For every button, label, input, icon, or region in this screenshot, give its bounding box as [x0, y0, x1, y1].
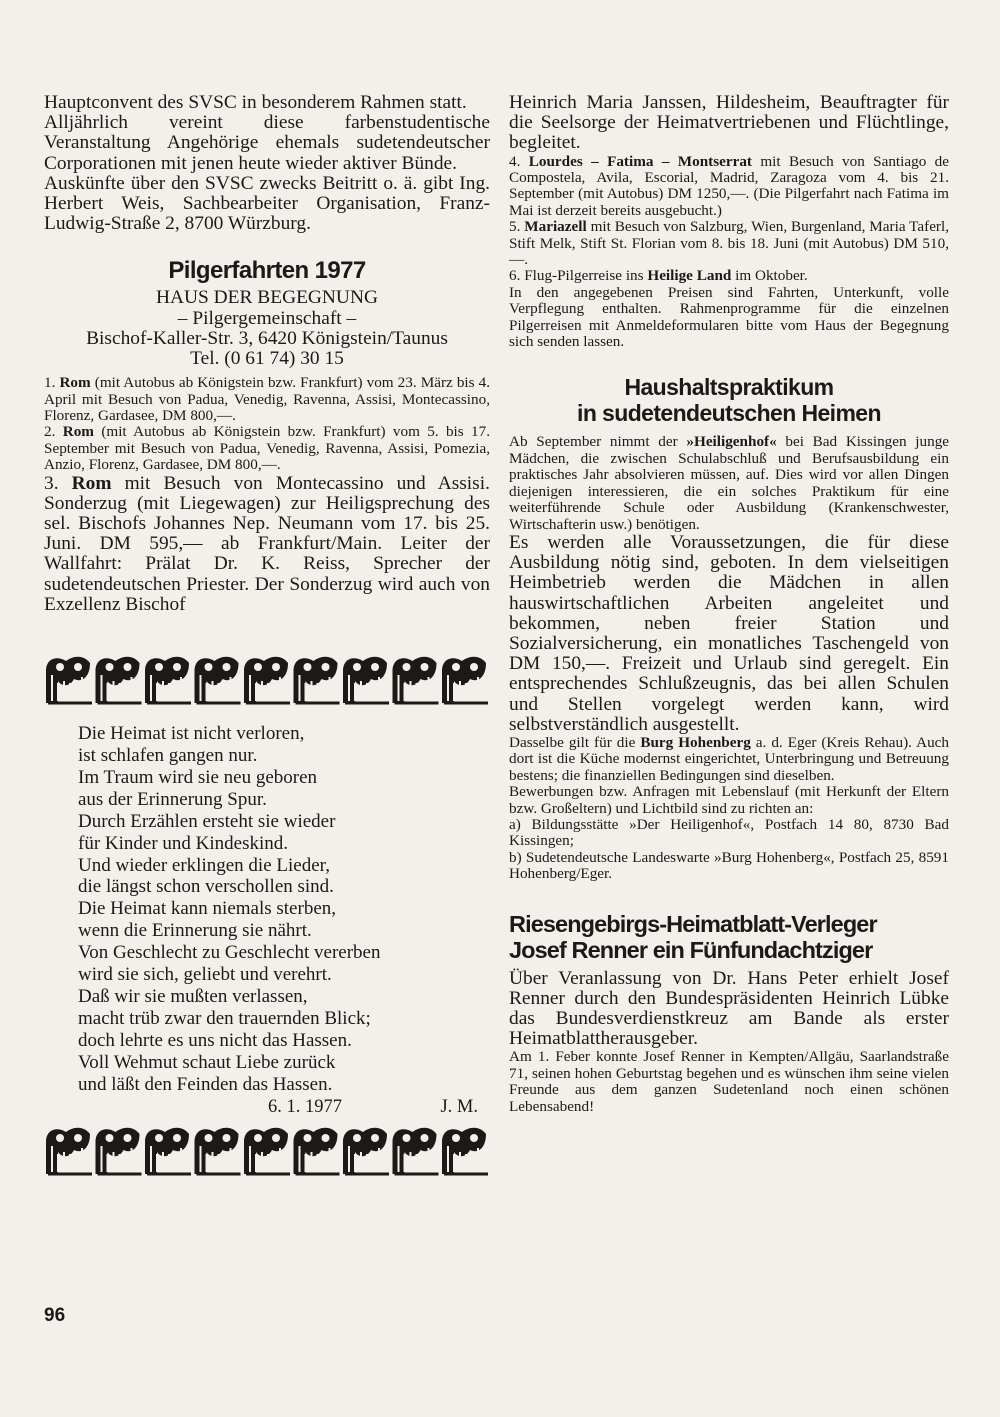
svsc-paragraph-1: Hauptconvent des SVSC in besonderem Rahmen statt. [44, 92, 467, 113]
renner-paragraph-1: Über Veranlassung von Dr. Hans Peter erhielt Josef Renner durch den Bundespräsidenten Heinrich Lübke das Bundesverdienstkreuz am Bande als erster Heimatblattherausgeber. [509, 967, 949, 1050]
poem-line: Und wieder erklingen die Lieder, [78, 854, 330, 876]
trip-4: 4. Lourdes – Fatima – Montserrat mit Besuch von Santiago de Compostela, Avila, Escorial, Madrid, Zaragoza vom 4. bis 21. September (mit Autobus) DM 1250,—. (Die Pilgerfahrt nach Fatima im Mai ist derzeit bereits ausgebucht.) [509, 152, 949, 219]
organizer-subtitle: – Pilgergemeinschaft – [177, 307, 357, 329]
poem-signature [268, 1096, 478, 1118]
address-b: b) Sudetendeutsche Landeswarte »Burg Hohenberg«, Postfach 25, 8591 Hohenberg/Eger. [509, 848, 949, 883]
organizer-address: Bischof-Kaller-Str. 3, 6420 Königstein/Taunus [86, 327, 448, 349]
trip-1: 1. Rom (mit Autobus ab Königstein bzw. Frankfurt) vom 23. März bis 4. April mit Besuch von Padua, Venedig, Ravenna, Assisi, Montecassino, Florenz, Gardasee, DM 800,—. [44, 374, 491, 425]
decorative-border-top [44, 653, 490, 705]
renner-title-line-1: Riesengebirgs-Heimatblatt-Verleger [509, 910, 877, 937]
poem-line: Daß wir sie mußten verlassen, [78, 985, 308, 1007]
haushalt-paragraph-1: Ab September nimmt der »Heiligenhof« bei Bad Kissingen junge Mädchen, die zwischen Schulabschluß und Berufsausbildung ein praktisches Jahr absolvieren müssen, auf. Dies wird vor allen Dingen diejenigen interessieren, die ein solches Praktikum für eine weiterführende Schule oder Ausbildung (Krankenschwester, Wirtschafterin usw.) benötigen. [509, 433, 950, 533]
poem-line: wenn die Erinnerung sie nährt. [78, 920, 312, 942]
poem-line: Die Heimat kann niemals sterben, [78, 898, 337, 920]
haushalt-paragraph-3: Dasselbe gilt für die Burg Hohenberg a. d. Eger (Kreis Rehau). Auch dort ist die Küche modernst eingerichtet, Unterbringung und Betreuung bestens; die finanziellen Bedingungen sind dieselben. [509, 733, 950, 784]
trip-3: 3. Rom mit Besuch von Montecassino und Assisi. Sonderzug (mit Liegewagen) zur Heiligsprechung des sel. Bischofs Johannes Nep. Neumann vom 17. bis 25. Juni. DM 595,— ab Frankfurt/Main. Leiter der Wallfahrt: Prälat Dr. K. Reiss, Sprecher der sudetendeutschen Priester. Der Sonderzug wird auch von Exzellenz Bischof [44, 472, 490, 615]
poem-line: die längst schon verschollen sind. [78, 876, 334, 898]
prices-note: In den angegebenen Preisen sind Fahrten, Unterkunft, volle Verpflegung enthalten. Rahmenprogramme für die einzelnen Pilgerreisen mit Anmeldeformularen bitte vom Haus der Begegnung sich senden lassen. [509, 283, 949, 351]
poem-line: ist schlafen gangen nur. [78, 745, 258, 766]
address-a: a) Bildungsstätte »Der Heiligenhof«, Postfach 14 80, 8730 Bad Kissingen; [509, 815, 949, 850]
poem-line: und läßt den Feinden das Hassen. [78, 1073, 333, 1095]
haushalt-title-line-2: in sudetendeutschen Heimen [577, 400, 881, 427]
poem-line: aus der Erinnerung Spur. [78, 788, 267, 810]
svsc-paragraph-2: Alljährlich vereint diese farbenstudentische Veranstaltung Angehörige ehemals sudetendeutscher Corporationen mit jenen heute wieder aktiver Bünde. [44, 112, 490, 174]
poem-date: 6. 1. 1977 [268, 1096, 342, 1117]
poem [78, 723, 490, 1095]
renner-title-line-2: Josef Renner ein Fünfundachtziger [509, 936, 873, 963]
poem-line: Voll Wehmut schaut Liebe zurück [78, 1051, 336, 1073]
poem-line: Durch Erzählen ersteht sie wieder [78, 810, 336, 832]
left-column [44, 93, 490, 1176]
poem-line: wird sie sich, geliebt und verehrt. [78, 964, 332, 986]
renner-paragraph-2: Am 1. Feber konnte Josef Renner in Kempten/Allgäu, Saarlandstraße 71, seinen hohen Geburtstag begehen und es wünschen ihm seine vielen Freunde aus dem ganzen Sudetenland noch einen schönen Lebensabend! [509, 1048, 949, 1115]
haushalt-paragraph-4: Bewerbungen bzw. Anfragen mit Lebenslauf (mit Herkunft der Eltern bzw. Großeltern) und Lichtbild sind zu richten an: [509, 783, 949, 817]
poem-line: Im Traum wird sie neu geboren [78, 766, 318, 788]
decorative-border-bottom [44, 1124, 490, 1176]
trip-6: 6. Flug-Pilgerreise ins Heilige Land im Oktober. [509, 267, 808, 285]
organizer-name: HAUS DER BEGEGNUNG [156, 287, 378, 309]
poem-line: Die Heimat ist nicht verloren, [78, 723, 305, 745]
organizer-phone: Tel. (0 61 74) 30 15 [190, 348, 344, 370]
trip-5: 5. Mariazell mit Besuch von Salzburg, Wien, Burgenland, Maria Taferl, Stift Melk, Stift St. Florian vom 8. bis 18. Juni (mit Autobus) DM 510,—. [509, 218, 950, 269]
trip-2: 2. Rom (mit Autobus ab Königstein bzw. Frankfurt) vom 5. bis 17. September mit Besuch von Padua, Venedig, Ravenna, Assisi, Pomezia, Anzio, Florenz, Gardasee, DM 800,—. [44, 423, 491, 474]
page-number: 96 [44, 1305, 66, 1326]
poem-line: doch lehrte es uns nicht das Hassen. [78, 1029, 352, 1051]
haushalt-title-line-1: Haushaltspraktikum [624, 374, 834, 401]
haushalt-paragraph-2: Es werden alle Voraussetzungen, die für diese Ausbildung nötig sind, geboten. In dem vielseitigen Heimbetrieb werden die Mädchen in allen hauswirtschaftlichen Arbeiten angeleitet und bekommen, neben freier Station und Sozialversicherung, ein monatliches Taschengeld von DM 150,—. Freizeit und Urlaub sind geregelt. Ein entsprechendes Schlußzeugnis, das bei allen Schulen und Stellen vorgelegt werden kann, wird selbstverständlich ausgestellt. [509, 531, 949, 735]
poem-line: macht trüb zwar den trauernden Blick; [78, 1007, 371, 1029]
poem-line: Von Geschlecht zu Geschlecht vererben [78, 942, 381, 964]
poem-author: J. M. [440, 1096, 478, 1117]
pilgrim-continued: Heinrich Maria Janssen, Hildesheim, Beauftragter für die Seelsorge der Heimatvertriebenen und Flüchtlinge, begleitet. [509, 92, 949, 154]
svsc-paragraph-3: Auskünfte über den SVSC zwecks Beitritt o. ä. gibt Ing. Herbert Weis, Sachbearbeiter Organisation, Franz-Ludwig-Straße 2, 8700 Würzburg. [44, 172, 490, 235]
poem-line: für Kinder und Kindeskind. [78, 832, 289, 854]
right-column [509, 93, 949, 1115]
pilgrim-title: Pilgerfahrten 1977 [168, 257, 366, 285]
